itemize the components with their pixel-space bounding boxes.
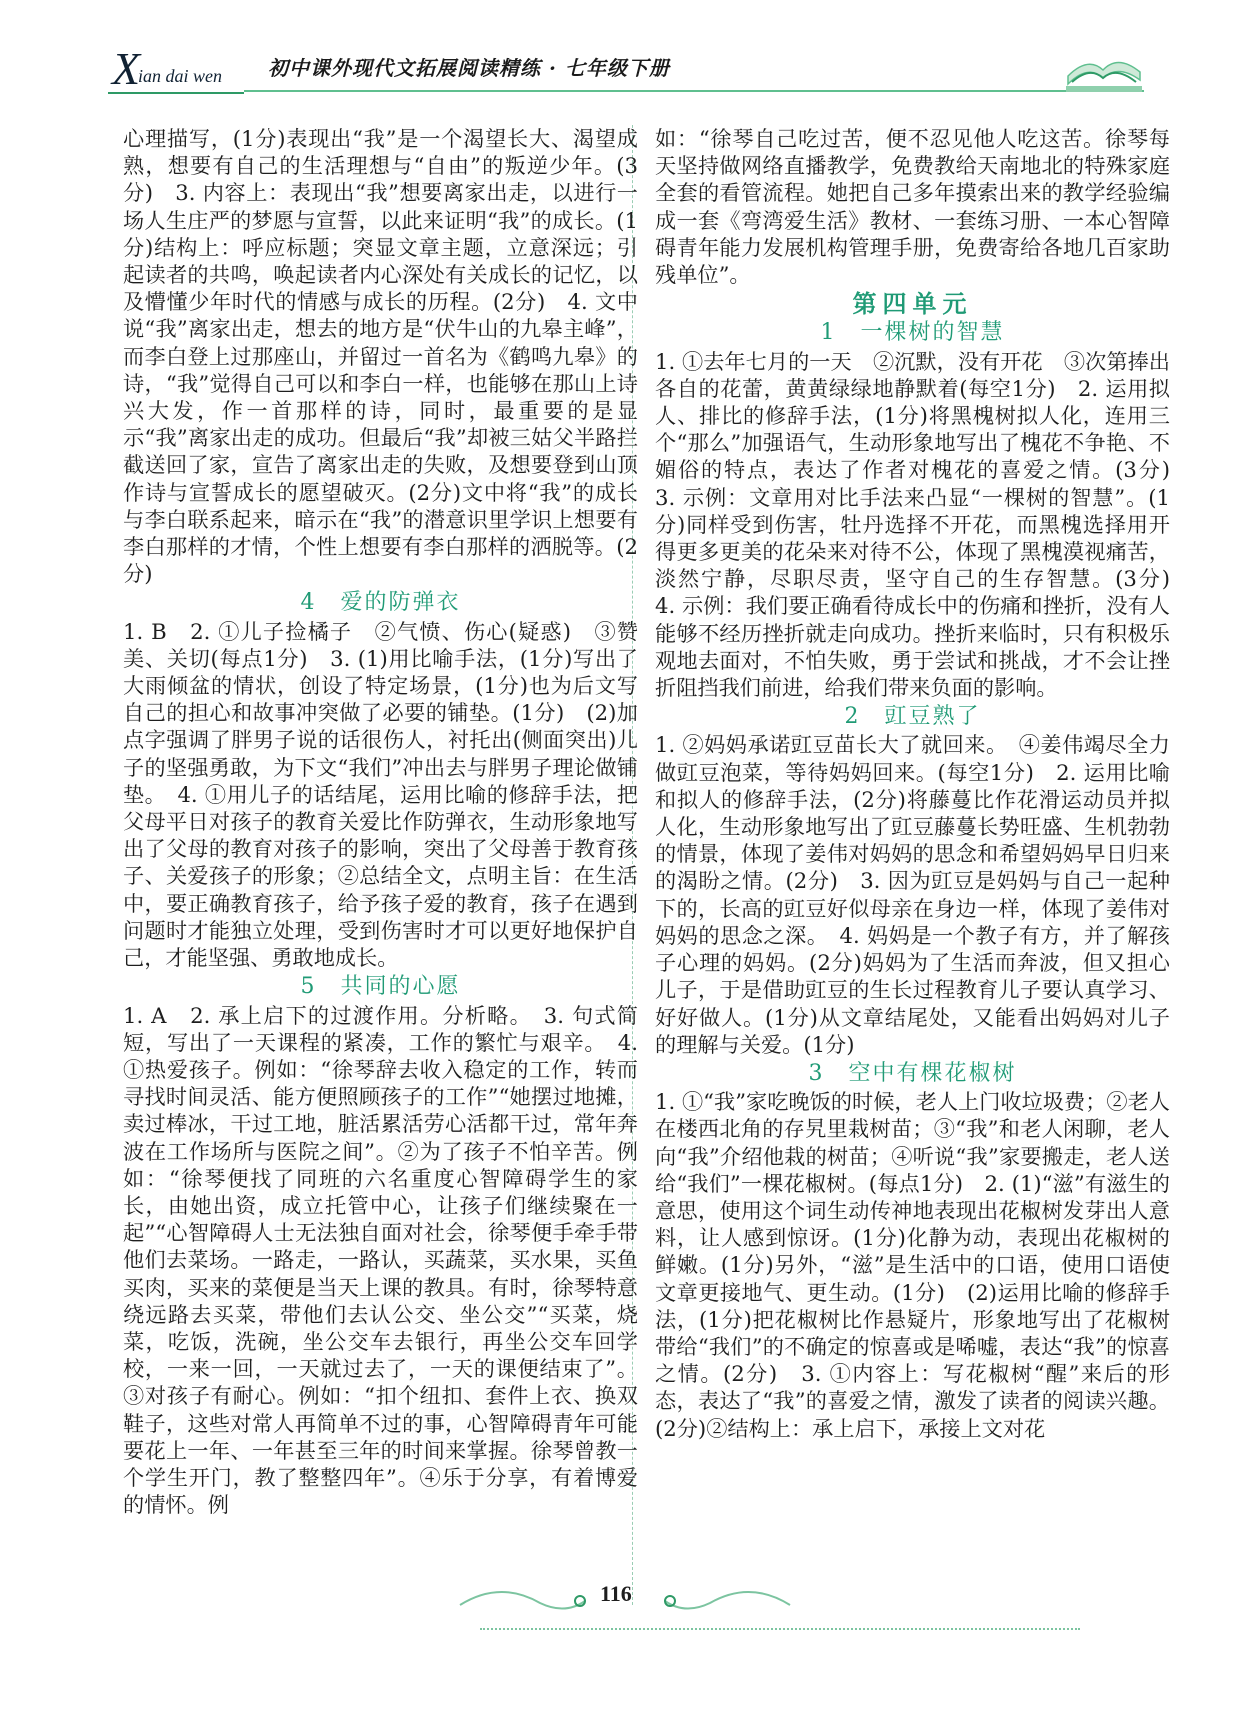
series-title: 初中课外现代文拓展阅读精练 · 七年级下册 — [268, 56, 670, 80]
header-rule — [244, 90, 1144, 92]
footer-rule — [480, 1628, 1080, 1630]
books-icon — [1058, 46, 1148, 98]
left-column — [123, 125, 638, 1518]
section-title: 3 空中有棵花椒树 — [808, 1060, 1017, 1086]
brand-logo — [108, 43, 244, 94]
answer-paragraph: 心理描写，(1分)表现出“我”是一个渴望长大、渴望成熟，想要有自己的生活理想与“自由”的叛逆少年。(3分) 3. 内容上：表现出“我”想要离家出走，以进行一场人生庄严的梦愿与宣誓，以此来证明“我”的成长。(1分)结构上：呼应标题；突显文章主题，立意深远；引起读者的共鸣，唤起读者内心深处有关成长的记忆，以及懵懂少年时代的情感与成长的历程。(2分) 4. 文中说“我”离家出走，想去的地方是“伏牛山的九皋主峰”，而李白登上过那座山，并留过一首名为《鹤鸣九皋》的诗，“我”觉得自己可以和李白一样，也能够在那山上诗兴大发，作一首那样的诗，同时，最重要的是显示“我”离家出走的成功。但最后“我”却被三姑父半路拦截送回了家，宣告了离家出走的失败，及想要登到山顶作诗与宣誓成长的愿望破灭。(2分)文中将“我”的成长与李白联系起来，暗示在“我”的潜意识里学识上想要有李白那样的才情，个性上想要有李白那样的洒脱等。(2分) — [123, 126, 638, 587]
answer-paragraph: 如：“徐琴自己吃过苦，便不忍见他人吃这苦。徐琴每天坚持做网络直播教学，免费教给天南地北的特殊家庭全套的看管流程。她把自己多年摸索出来的教学经验编成一套《弯湾爱生活》教材、一套练习册、一本心智障碍青年能力发展机构管理手册，免费寄给各地几百家助残单位”。 — [655, 126, 1170, 288]
brand-text: ian dai wen — [138, 66, 222, 86]
unit-title: 第四单元 — [852, 289, 973, 319]
section-title: 4 爱的防弹衣 — [300, 590, 461, 616]
answer-paragraph: 1. A 2. 承上启下的过渡作用。分析略。 3. 句式简短，写出了一天课程的紧凑，工作的繁忙与艰辛。 4. ①热爱孩子。例如：“徐琴辞去收入稳定的工作，转而寻找时间灵活、能方便照顾孩子的工作”“她摆过地摊，卖过棒冰，干过工地，脏活累活劳心活都干过，常年奔波在工作场所与医院之间”。②为了孩子不怕辛苦。例如：“徐琴便找了同班的六名重度心智障碍学生的家长，由她出资，成立托管中心，让孩子们继续聚在一起”“心智障碍人士无法独自面对社会，徐琴便手牵手带他们去菜场。一路走，一路认，买蔬菜，买水果，买鱼买肉，买来的菜便是当天上课的教具。有时，徐琴特意绕远路去买菜，带他们去认公交、坐公交”“买菜，烧菜，吃饭，洗碗，坐公交车去银行，再坐公交车回学校，一来一回，一天就过去了，一天的课便结束了”。③对孩子有耐心。例如：“扣个纽扣、套件上衣、换双鞋子，这些对常人再简单不过的事，心智障碍青年可能要花上一年、一年甚至三年的时间来掌握。徐琴曾教一个学生开门，教了整整四年”。④乐于分享，有着博爱的情怀。例 — [123, 1002, 638, 1518]
brand-initial: X — [112, 43, 141, 94]
section-title: 2 豇豆熟了 — [844, 704, 981, 730]
answer-paragraph: 1. B 2. ①儿子捡橘子 ②气愤、伤心(疑惑) ③赞美、关切(每点1分) 3. (1)用比喻手法，(1分)写出了大雨倾盆的情状，创设了特定场景，(1分)也为后文写自己的担心和故事冲突做了必要的铺垫。(1分) (2)加点字强调了胖男子说的话很伤人，衬托出(侧面突出)儿子的坚强勇敢，为下文“我们”冲出去与胖男子理论做铺垫。 4. ①用儿子的话结尾，运用比喻的修辞手法，把父母平日对孩子的教育关爱比作防弹衣，生动形象地写出了父母的教育对孩子的影响，突出了父母善于教育孩子、关爱孩子的形象；②总结全文，点明主旨：在生活中，要正确教育孩子，给予孩子爱的教育，孩子在遇到问题时才能独立处理，受到伤害时才可以更好地保护自己，才能坚强、勇敢地成长。 — [123, 618, 638, 971]
right-column — [655, 125, 1192, 1442]
answer-paragraph: 1. ①“我”家吃晚饭的时候，老人上门收垃圾费；②老人在楼西北角的存旯里栽树苗；③“我”和老人闲聊，老人向“我”介绍他栽的树苗；④听说“我”家要搬走，老人送给“我们”一棵花椒树。(每点1分) 2. (1)“滋”有滋生的意思，使用这个词生动传神地表现出花椒树发芽出人意料，让人感到惊讶。(1分)化静为动，表现出花椒树的鲜嫩。(1分)另外，“滋”是生活中的口语，使用口语使文章更接地气、更生动。(1分) (2)运用比喻的修辞手法，(1分)把花椒树比作悬疑片，形象地写出了花椒树带给“我们”的不确定的惊喜或是唏嘘，表达“我”的惊喜之情。(2分) 3. ①内容上：写花椒树“醒”来后的形态，表达了“我”的喜爱之情，激发了读者的阅读兴趣。(2分)②结构上：承上启下，承接上文对花 — [655, 1089, 1170, 1441]
page-number: 116 — [600, 1581, 632, 1606]
page-footer — [440, 1575, 810, 1625]
section-title: 5 共同的心愿 — [300, 974, 461, 1000]
section-title: 1 一棵树的智慧 — [820, 320, 1005, 346]
answer-paragraph: 1. ①去年七月的一天 ②沉默，没有开花 ③次第捧出各自的花蕾，黄黄绿绿地静默着(每空1分) 2. 运用拟人、排比的修辞手法，(1分)将黑槐树拟人化，连用三个“那么”加强语气，生动形象地写出了槐花不争艳、不媚俗的特点，表达了作者对槐花的喜爱之情。(3分) 3. 示例：文章用对比手法来凸显“一棵树的智慧”。(1分)同样受到伤害，牡丹选择不开花，而黑槐选择用开得更多更美的花朵来对待不公，体现了黑槐漠视痛苦，淡然宁静，尽职尽责，坚守自己的生存智慧。(3分) 4. 示例：我们要正确看待成长中的伤痛和挫折，没有人能够不经历挫折就走向成功。挫折来临时，只有积极乐观地去面对，不怕失败，勇于尝试和挑战，才不会让挫折阻挡我们前进，给我们带来负面的影响。 — [655, 348, 1192, 701]
page-header — [108, 44, 1148, 106]
answer-paragraph: 1. ②妈妈承诺豇豆苗长大了就回来。 ④姜伟竭尽全力做豇豆泡菜，等待妈妈回来。(每空1分) 2. 运用比喻和拟人的修辞手法，(2分)将藤蔓比作花滑运动员并拟人化，生动形象地写出了豇豆藤蔓长势旺盛、生机勃勃的情景，体现了姜伟对妈妈的思念和希望妈妈早日归来的渴盼之情。(2分) 3. 因为豇豆是妈妈与自己一起种下的，长高的豇豆好似母亲在身边一样，体现了姜伟对妈妈的思念之深。 4. 妈妈是一个教子有方，并了解孩子心理的妈妈。(2分)妈妈为了生活而奔波，但又担心儿子，于是借助豇豆的生长过程教育儿子要认真学习、好好做人。(1分)从文章结尾处，又能看出妈妈对儿子的理解与关爱。(1分) — [655, 732, 1170, 1057]
